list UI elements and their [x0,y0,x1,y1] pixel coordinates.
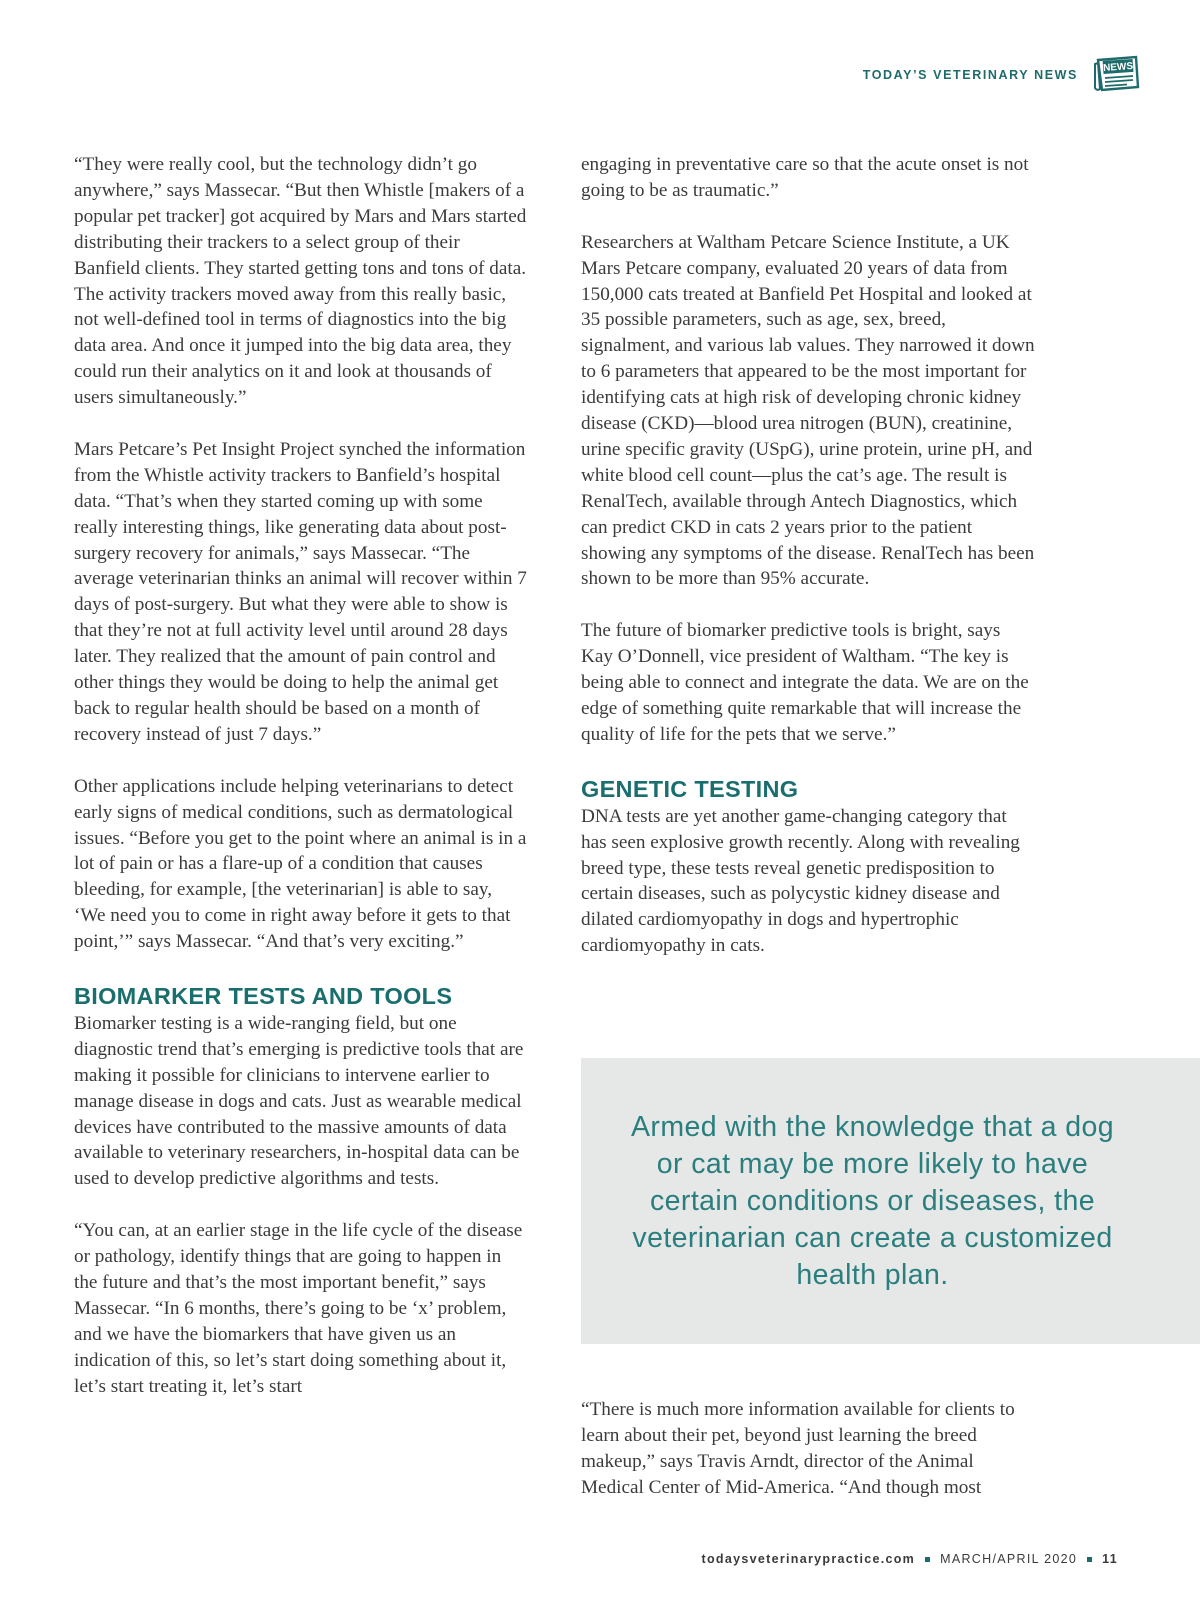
body-paragraph: The future of biomarker predictive tools is bright, says Kay O’Donnell, vice president of Waltham. “The key is being able to connect and integrate the data. We are on the edge of something quite remarkable that will increase the quality of life for the pets that we serve.” [581,620,1029,745]
right-column-continued [581,1397,1035,1527]
page-number: 11 [1102,1552,1118,1566]
pull-quote-box [581,1058,1200,1344]
body-paragraph: Other applications include helping veterinarians to detect early signs of medical conditions, such as dermatological issues. “Before you get to the point where an animal is in a lot of pain or has a flare-up of a condition that causes bleeding, for example, [the veterinarian] is able to say, ‘We need you to come in right away before it gets to that point,’” says Massecar. “And that’s very exciting.” [74,775,527,953]
right-column [581,152,1035,985]
section-label: TODAY’S VETERINARY NEWS [862,68,1078,82]
body-paragraph: Biomarker testing is a wide-ranging field, but one diagnostic trend that’s emerging is predictive tools that are making it possible for clinicians to intervene earlier to manage disease in dogs and cats. Just as wearable medical devices have contributed to the massive amounts of data available to veterinary researchers, in-hospital data can be used to develop predictive algorithms and tests. [74,1012,524,1190]
newspaper-icon [1092,54,1144,96]
footer-issue: MARCH/APRIL 2020 [940,1552,1078,1566]
newspaper-icon-text: NEWS [1102,60,1134,75]
body-paragraph: “You can, at an earlier stage in the life cycle of the disease or pathology, identify things that are going to happen in the future and that’s the most important benefit,” says Massecar. “In 6 months, there’s going to be ‘x’ problem, and we have the biomarkers that have given us an indication of this, so let’s start doing something about it, let’s start treating it, let’s start [74,1220,523,1397]
body-paragraph: “They were really cool, but the technology didn’t go anywhere,” says Massecar. “But then Whistle [makers of a popular pet tracker] got acquired by Mars and Mars started distributing their trackers to a select group of their Banfield clients. They started getting tons and tons of data. The activity trackers moved away from this really basic, not well-defined tool in terms of diagnostics into the big data area. And once it jumped into the big data area, they could run their analytics on it and look at thousands of users simultaneously.” [74,154,527,409]
body-paragraph: DNA tests are yet another game-changing category that has seen explosive growth recently. Along with revealing breed type, these tests reveal genetic predisposition to certain diseases, such as polycystic kidney disease and dilated cardiomyopathy in dogs and hypertrophic cardiomyopathy in cats. [581,805,1020,957]
left-column [74,152,528,1425]
body-paragraph: Researchers at Waltham Petcare Science Institute, a UK Mars Petcare company, evaluated 20 years of data from 150,000 cats treated at Banfield Pet Hospital and looked at 35 possible parameters, such as age, sex, breed, signalment, and various lab values. They narrowed it down to 6 parameters that appeared to be the most important for identifying cats at high risk of developing chronic kidney disease (CKD)—blood urea nitrogen (BUN), creatinine, urine specific gravity (USpG), urine protein, urine pH, and white blood cell count—plus the cat’s age. The result is RenalTech, available through Antech Diagnostics, which can predict CKD in cats 2 years prior to the patient showing any symptoms of the disease. RenalTech has been shown to be more than 95% accurate. [581,231,1035,590]
page-header [863,54,1144,96]
body-paragraph: engaging in preventative care so that the acute onset is not going to be as traumatic.” [581,154,1029,201]
footer-site: todaysveterinarypractice.com [701,1552,916,1566]
pull-quote: Armed with the knowledge that a dog or cat may be more likely to have certain conditions or diseases, the veterinarian can create a customized health plan. [631,1110,1114,1291]
body-paragraph: Mars Petcare’s Pet Insight Project synched the information from the Whistle activity trackers to Banfield’s hospital data. “That’s when they started coming up with some really interesting things, like generating data about post-surgery recovery for animals,” says Massecar. “The average veterinarian thinks an animal will recover within 7 days of post-surgery. But what they were able to show is that they’re not at full activity level until around 28 days later. They realized that the amount of pain control and other things they would be doing to help the animal get back to regular health should be based on a month of recovery instead of just 7 days.” [74,438,527,745]
footer-separator [1087,1557,1092,1562]
footer-separator [925,1557,930,1562]
section-heading-genetic: GENETIC TESTING [581,775,799,802]
section-heading-biomarker: BIOMARKER TESTS AND TOOLS [74,982,453,1009]
body-paragraph: “There is much more information available for clients to learn about their pet, beyond just learning the breed makeup,” says Travis Arndt, director of the Animal Medical Center of Mid-America. “And though most [581,1399,1015,1498]
page-footer [702,1552,1118,1566]
